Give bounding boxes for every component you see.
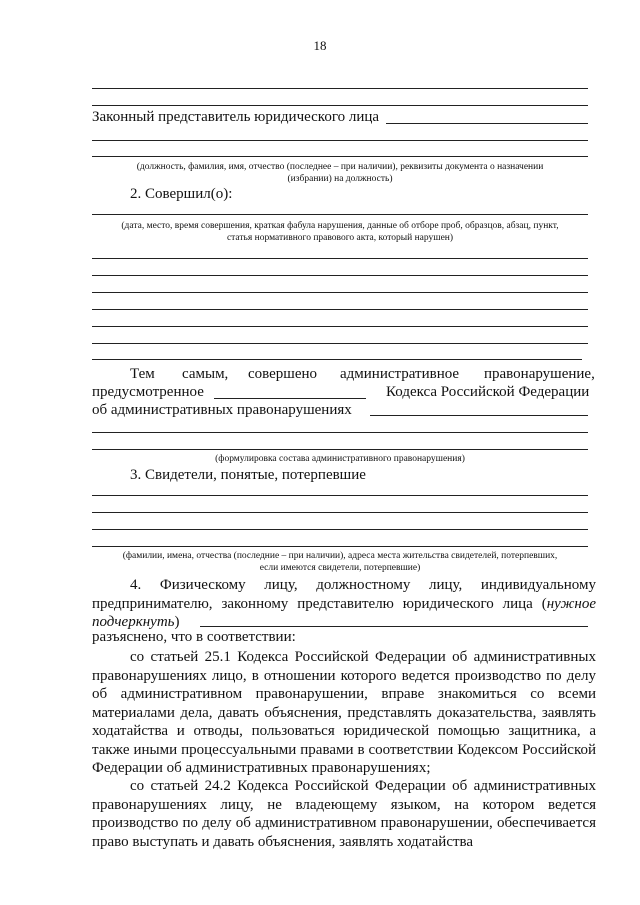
blank-line[interactable] — [92, 156, 588, 157]
page-number: 18 — [313, 38, 327, 53]
caption-line: (дата, место, время совершения, краткая фабула нарушения, данные об отборе проб, образцов, абзац, пункт, — [121, 221, 559, 231]
article-24-2 — [92, 777, 596, 851]
blank-line[interactable] — [92, 449, 588, 450]
section2-caption — [92, 220, 588, 244]
offense-provided: предусмотренное — [92, 384, 204, 400]
caption-line: статья нормативного правового акта, который нарушен) — [226, 233, 454, 243]
caption-line: (должность, фамилия, имя, отчество (последнее – при наличии), реквизиты документа о назначении — [136, 162, 544, 172]
offense-word: самым, — [182, 366, 229, 382]
section4-close: ) — [174, 614, 180, 630]
blank-line[interactable] — [92, 258, 588, 259]
blank-line[interactable] — [92, 292, 588, 293]
section4-italic: нужное подчеркнуть — [92, 595, 596, 630]
offense-word: совершено — [248, 366, 318, 382]
offense-word: Тем — [130, 366, 155, 382]
article-24-2-text: со статьей 24.2 Кодекса Российской Федерации об административных правонарушениях лицу, не владеющему языком, на котором ведется производство по делу об административном правонарушении, обеспечивается право выступать и давать объяснения, заявлять ходатайства — [92, 778, 596, 850]
offense-word: административное — [340, 366, 460, 382]
legal-rep-caption — [92, 161, 588, 185]
blank-line[interactable] — [92, 512, 588, 513]
blank-line[interactable] — [92, 546, 588, 547]
blank-line[interactable] — [92, 326, 588, 327]
article-25-1 — [92, 648, 596, 778]
blank-line[interactable] — [92, 309, 588, 310]
offense-code-cont: об административных правонарушениях — [92, 402, 352, 418]
blank-line[interactable] — [92, 495, 588, 496]
offense-code: Кодекса Российской Федерации — [386, 384, 590, 400]
offense-word: правонарушение, — [484, 366, 595, 382]
section3-caption — [92, 550, 588, 574]
blank-line[interactable] — [92, 88, 588, 89]
offense-caption: (формулировка состава административного правонарушения) — [215, 454, 465, 464]
blank-line[interactable] — [92, 214, 588, 215]
section4-intro — [92, 576, 596, 632]
caption-line: (избрании) на должность) — [287, 174, 393, 184]
section2-heading: 2. Совершил(о): — [130, 186, 233, 202]
caption-line: если имеются свидетели, потерпевшие) — [259, 563, 421, 573]
offense-field[interactable] — [370, 415, 588, 416]
section4-text: 4. Физическому лицу, должностному лицу, индивидуальному предпринимателю, законному представителю юридического лица ( — [92, 577, 596, 612]
blank-line[interactable] — [92, 432, 588, 433]
caption-line: (фамилии, имена, отчества (последние – при наличии), адреса места жительства свидетелей, потерпевших, — [122, 551, 558, 561]
explained-text: разъяснено, что в соответствии: — [92, 629, 296, 645]
legal-rep-field[interactable] — [386, 123, 588, 124]
section4-field[interactable] — [200, 626, 588, 627]
article-25-1-text: со статьей 25.1 Кодекса Российской Федерации об административных правонарушениях лицо, в отношении которого ведется производство по делу об административном правонарушении, вправе знакомиться со всеми материалами дела, давать объяснения, представлять доказательства, заявлять ходатайства и отводы, пользоваться юридической помощью защитника, а также иными процессуальными правами в соответствии Кодексом Российской Федерации об административных правонарушениях; — [92, 649, 596, 776]
blank-line[interactable] — [92, 140, 588, 141]
blank-line[interactable] — [92, 275, 588, 276]
blank-line[interactable] — [92, 343, 588, 344]
blank-line[interactable] — [92, 105, 588, 106]
legal-rep-label: Законный представитель юридического лица — [92, 109, 380, 125]
article-field[interactable] — [214, 398, 366, 399]
blank-line[interactable] — [92, 359, 582, 360]
blank-line[interactable] — [92, 529, 588, 530]
section3-heading: 3. Свидетели, понятые, потерпевшие — [130, 467, 366, 483]
